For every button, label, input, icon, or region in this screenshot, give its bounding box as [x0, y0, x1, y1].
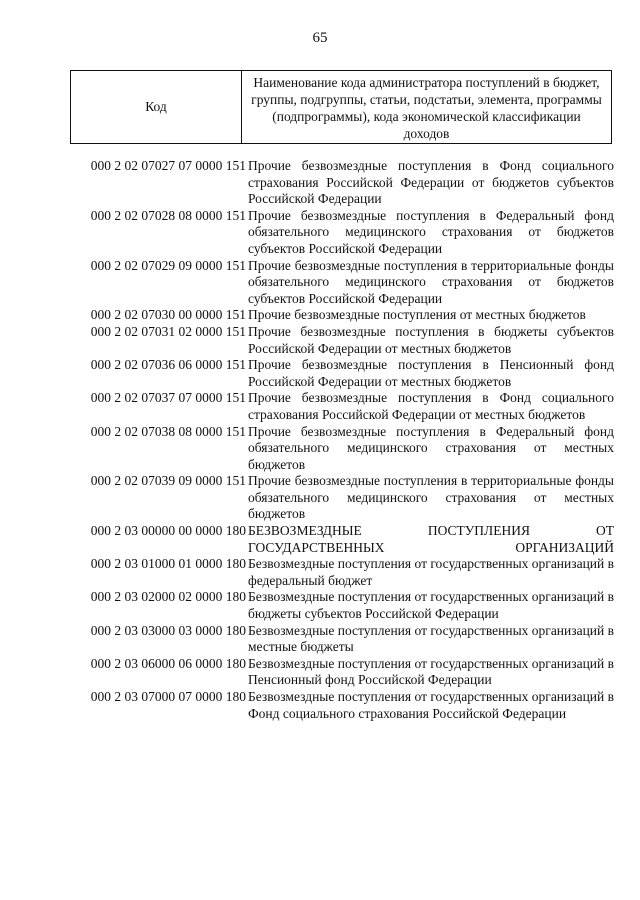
row-code: 000 2 03 07000 07 0000 180	[90, 689, 246, 704]
row-description: Прочие безвозмездные поступления в Фонд социального страхования Российской Федерации от бюджетов субъектов Российской Федерации	[248, 158, 614, 207]
classification-row	[66, 656, 614, 689]
row-code: 000 2 02 07037 07 0000 151	[90, 390, 246, 406]
row-code: 000 2 02 07039 09 0000 151	[90, 473, 246, 489]
row-description: Безвозмездные поступления от государственных организаций в Пенсионный фонд Российской Федерации	[248, 655, 615, 688]
row-code: 000 2 02 07028 08 0000 151	[90, 207, 246, 223]
classification-row	[66, 424, 614, 474]
row-description: Прочие безвозмездные поступления в бюджеты субъектов Российской Федерации от местных бюджетов	[248, 323, 614, 356]
row-description: Прочие безвозмездные поступления в территориальные фонды обязательного медицинского страхования от бюджетов субъектов Российской Федерации	[248, 257, 614, 306]
classification-row	[66, 689, 614, 722]
page-number: 65	[312, 30, 328, 46]
row-code: 000 2 03 03000 03 0000 180	[90, 622, 246, 638]
row-description: Прочие безвозмездные поступления от местных бюджетов	[248, 307, 586, 323]
classification-row	[66, 158, 614, 208]
row-code: 000 2 03 06000 06 0000 180	[90, 655, 246, 671]
classification-row	[66, 357, 614, 390]
classification-row	[66, 324, 614, 357]
classification-row	[66, 258, 614, 308]
row-description: Прочие безвозмездные поступления в территориальные фонды обязательного медицинского страхования от местных бюджетов	[248, 473, 614, 522]
row-code: 000 2 02 07031 02 0000 151	[90, 323, 246, 339]
header-name-cell: Наименование кода администратора поступлений в бюджет, группы, подгруппы, статьи, подстатьи, элемента, программы (подпрограммы), кода экономической классификации доходов	[242, 71, 612, 144]
header-table	[70, 70, 612, 144]
row-code: 000 2 03 00000 00 0000 180	[90, 523, 246, 539]
row-code: 000 2 02 07027 07 0000 151	[90, 158, 246, 173]
row-description: Безвозмездные поступления от государственных организаций в Фонд социального страхования Российской Федерации	[248, 689, 615, 721]
classification-list	[66, 158, 614, 722]
classification-row	[66, 589, 614, 622]
row-code: 000 2 03 01000 01 0000 180	[90, 556, 246, 572]
row-code: 000 2 02 07036 06 0000 151	[90, 357, 246, 373]
row-description: Безвозмездные поступления от государственных организаций в федеральный бюджет	[248, 556, 615, 588]
row-description: Прочие безвозмездные поступления в Пенсионный фонд Российской Федерации от местных бюджетов	[248, 357, 614, 389]
classification-row	[66, 556, 614, 589]
row-code: 000 2 03 02000 02 0000 180	[90, 589, 246, 605]
classification-row	[66, 390, 614, 423]
classification-row-heading	[66, 523, 614, 556]
row-code: 000 2 02 07029 09 0000 151	[90, 257, 246, 273]
row-code: 000 2 02 07030 00 0000 151	[90, 307, 246, 323]
row-description: Прочие безвозмездные поступления в Федеральный фонд обязательного медицинского страхования от бюджетов субъектов Российской Федерации	[248, 207, 614, 256]
row-description: Безвозмездные поступления от государственных организаций в бюджеты субъектов Российской Федерации	[248, 589, 615, 622]
classification-row	[66, 208, 614, 258]
classification-row	[66, 473, 614, 523]
classification-row	[66, 623, 614, 656]
row-description: Безвозмездные поступления от государственных организаций в местные бюджеты	[248, 622, 615, 655]
header-code-cell: Код	[71, 71, 242, 144]
classification-row	[66, 307, 614, 324]
row-code: 000 2 02 07038 08 0000 151	[90, 423, 246, 439]
row-description: Прочие безвозмездные поступления в Федеральный фонд обязательного медицинского страхования от местных бюджетов	[248, 423, 614, 472]
row-description: БЕЗВОЗМЕЗДНЫЕ ПОСТУПЛЕНИЯ ОТ ГОСУДАРСТВЕННЫХ ОРГАНИЗАЦИЙ	[248, 523, 614, 555]
row-description: Прочие безвозмездные поступления в Фонд социального страхования Российской Федерации от местных бюджетов	[248, 390, 614, 422]
